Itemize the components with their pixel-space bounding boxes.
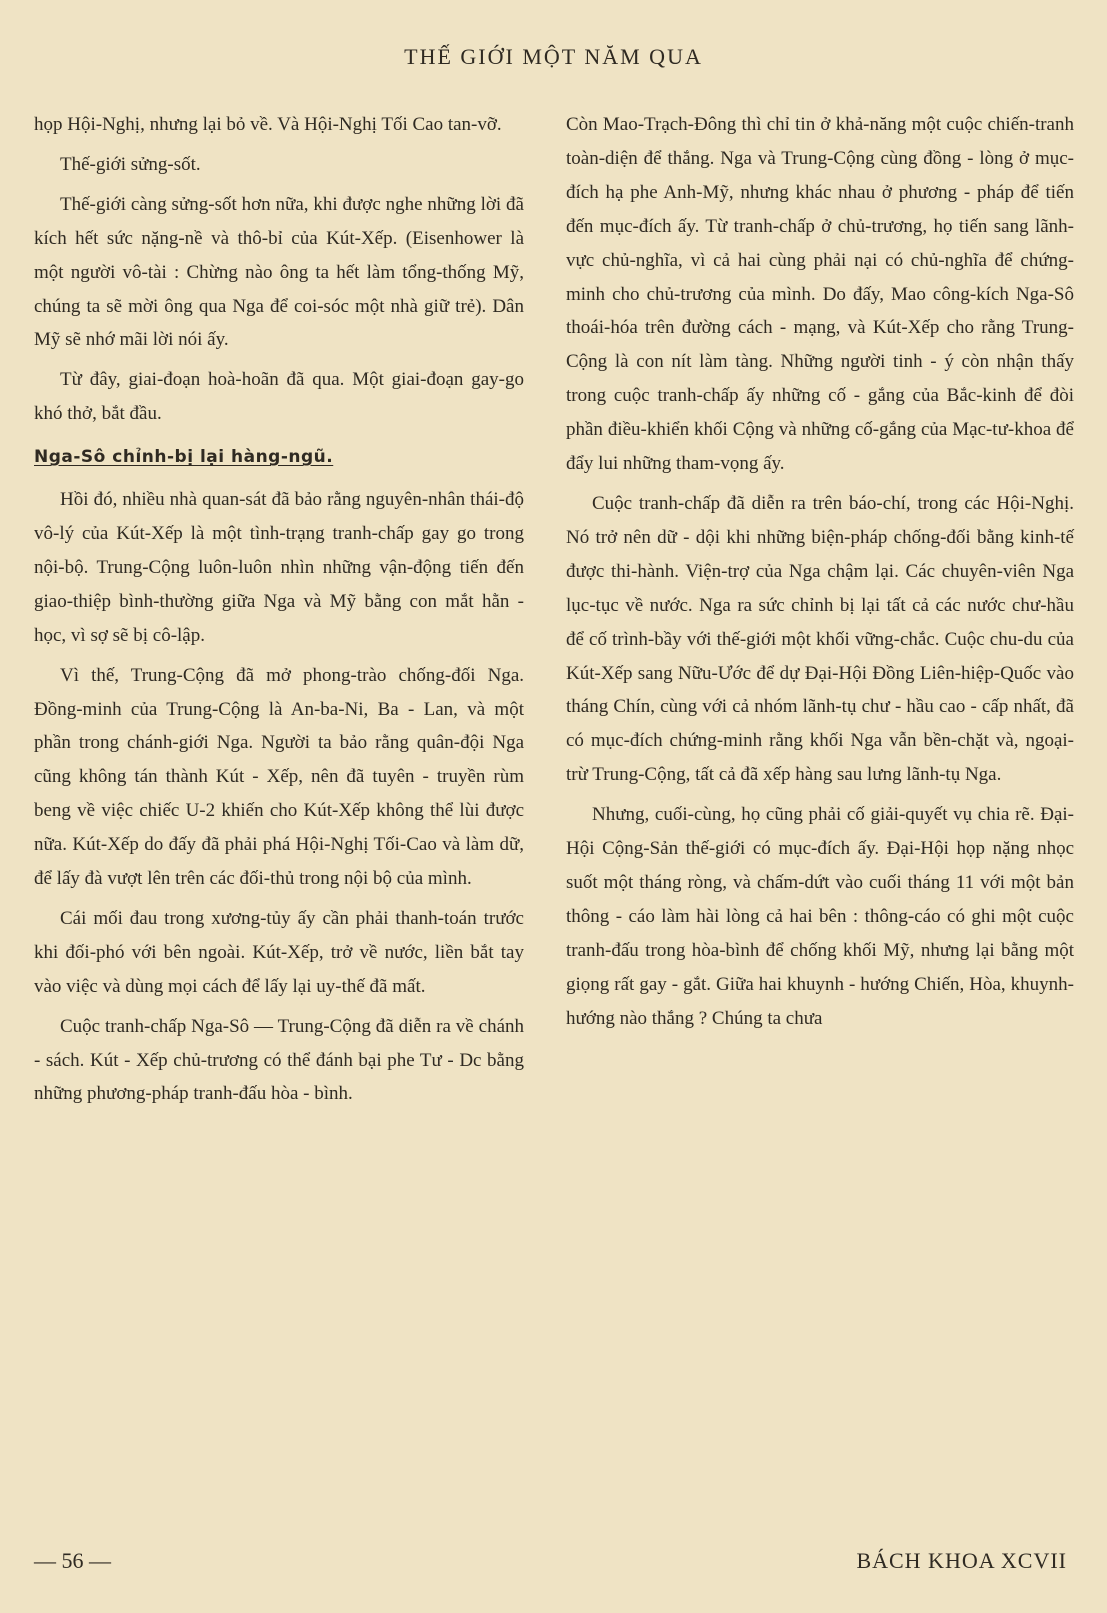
paragraph: Còn Mao-Trạch-Đông thì chỉ tin ở khả-năng một cuộc chiến-tranh toàn-diện để thắng. Nga và Trung-Cộng cùng đồng - lòng ở mục-đích hạ phe Anh-Mỹ, nhưng khác nhau ở phương - pháp để tiến đến mục-đích ấy. Từ tranh-chấp ở chủ-trương, họ tiến sang lãnh-vực chủ-nghĩa, vì cả hai cùng phải nại có chủ-nghĩa để chứng-minh cho chủ-trương của mình. Do đấy, Mao công-kích Nga-Sô thoái-hóa trên đường cách - mạng, và Kút-Xếp cho rằng Trung-Cộng là con nít làm tàng. Những người tinh - ý còn nhận thấy trong cuộc tranh-chấp ấy những cố - gắng của Bắc-kinh để đòi phần điều-khiển khối Cộng và những cố-gắng của Mạc-tư-khoa để đẩy lui những tham-vọng ấy. (566, 114, 1074, 475)
right-column (566, 108, 1074, 1035)
paragraph: Thế-giới sửng-sốt. (60, 153, 201, 175)
right-column-paragraphs (566, 108, 1074, 1035)
paragraph: Thế-giới càng sửng-sốt hơn nữa, khi được nghe những lời đã kích hết sức nặng-nề và thô-bỉ của Kút-Xếp. (Eisenhower là một người vô-tài : Chừng nào ông ta hết làm tổng-thống Mỹ, chúng ta sẽ mời ông qua Nga để coi-sóc một nhà giữ trẻ). Dân Mỹ sẽ nhớ mãi lời nói ấy. (34, 193, 524, 351)
paragraph: Cuộc tranh-chấp đã diễn ra trên báo-chí, trong các Hội-Nghị. Nó trở nên dữ - dội khi những biện-pháp chống-đối bằng kinh-tế được thi-hành. Viện-trợ của Nga chậm lại. Các chuyên-viên Nga lục-tục về nước. Nga ra sức chỉnh bị lại tất cả các nước chư-hầu để cố trình-bầy với thế-giới một khối vững-chắc. Cuộc chu-du của Kút-Xếp sang Nữu-Ước để dự Đại-Hội Đồng Liên-hiệp-Quốc vào tháng Chín, cùng với cả nhóm lãnh-tụ chư - hầu cao - cấp nhất, đã có mục-đích chứng-minh rằng khối Nga vẫn bền-chặt và, ngoại-trừ Trung-Cộng, tất cả đã xếp hàng sau lưng lãnh-tụ Nga. (566, 492, 1074, 786)
paragraph: Từ đây, giai-đoạn hoà-hoãn đã qua. Một giai-đoạn gay-go khó thở, bắt đầu. (34, 369, 524, 425)
paragraph: Vì thế, Trung-Cộng đã mở phong-trào chống-đối Nga. Đồng-minh của Trung-Cộng là An-ba-Ni, Ba - Lan, và một phần trong chánh-giới Nga. Người ta bảo rằng quân-đội Nga cũng không tán thành Kút - Xếp, nên đã tuyên - truyền rùm beng về việc chiếc U-2 khiến cho Kút-Xếp không thể lùi được nữa. Kút-Xếp do đấy đã phải phá Hội-Nghị Tối-Cao và làm dữ, để lấy đà vượt lên trên các đối-thủ trong nội bộ của mình. (34, 664, 524, 890)
paragraph: Nhưng, cuối-cùng, họ cũng phải cố giải-quyết vụ chia rẽ. Đại-Hội Cộng-Sản thế-giới có mục-đích ấy. Đại-Hội họp nặng nhọc suốt một tháng ròng, và chấm-dứt vào cuối tháng 11 với một bản thông - cáo làm hài lòng cả hai bên : thông-cáo có ghi một cuộc tranh-đấu trong hòa-bình để chống khối Mỹ, nhưng lại bằng một giọng rất gay - gắt. Giữa hai khuynh - hướng Chiến, Hòa, khuynh-hướng nào thắng ? Chúng ta chưa (566, 804, 1074, 1029)
running-title: THẾ GIỚI MỘT NĂM QUA (404, 44, 703, 69)
paragraph: Cái mối đau trong xương-tủy ấy cần phải thanh-toán trước khi đối-phó với bên ngoài. Kút-Xếp, trở về nước, liền bắt tay vào việc và dùng mọi cách để lấy lại uy-thế đã mất. (34, 907, 524, 997)
page-number: — 56 — (34, 1548, 111, 1573)
paragraph: Hồi đó, nhiều nhà quan-sát đã bảo rằng nguyên-nhân thái-độ vô-lý của Kút-Xếp là một tình-trạng tranh-chấp gay go trong nội-bộ. Trung-Cộng luôn-luôn nhìn những vận-động tiến đến giao-thiệp bình-thường giữa Nga và Mỹ bằng con mắt hằn - học, vì sợ sẽ bị cô-lập. (34, 489, 524, 646)
section-subheading: Nga-Sô chỉnh-bị lại hàng-ngũ. (34, 447, 334, 468)
magazine-issue: BÁCH KHOA XCVII (856, 1548, 1067, 1573)
paragraph: họp Hội-Nghị, nhưng lại bỏ về. Và Hội-Nghị Tối Cao tan-vỡ. (34, 114, 502, 135)
left-column-paragraphs-bottom (34, 483, 524, 1111)
left-column-paragraphs-top (34, 108, 524, 431)
left-column (34, 108, 524, 1111)
paragraph: Cuộc tranh-chấp Nga-Sô — Trung-Cộng đã diễn ra về chánh - sách. Kút - Xếp chủ-trương có thể đánh bại phe Tư - Dc bằng những phương-pháp tranh-đấu hòa - bình. (34, 1015, 524, 1105)
